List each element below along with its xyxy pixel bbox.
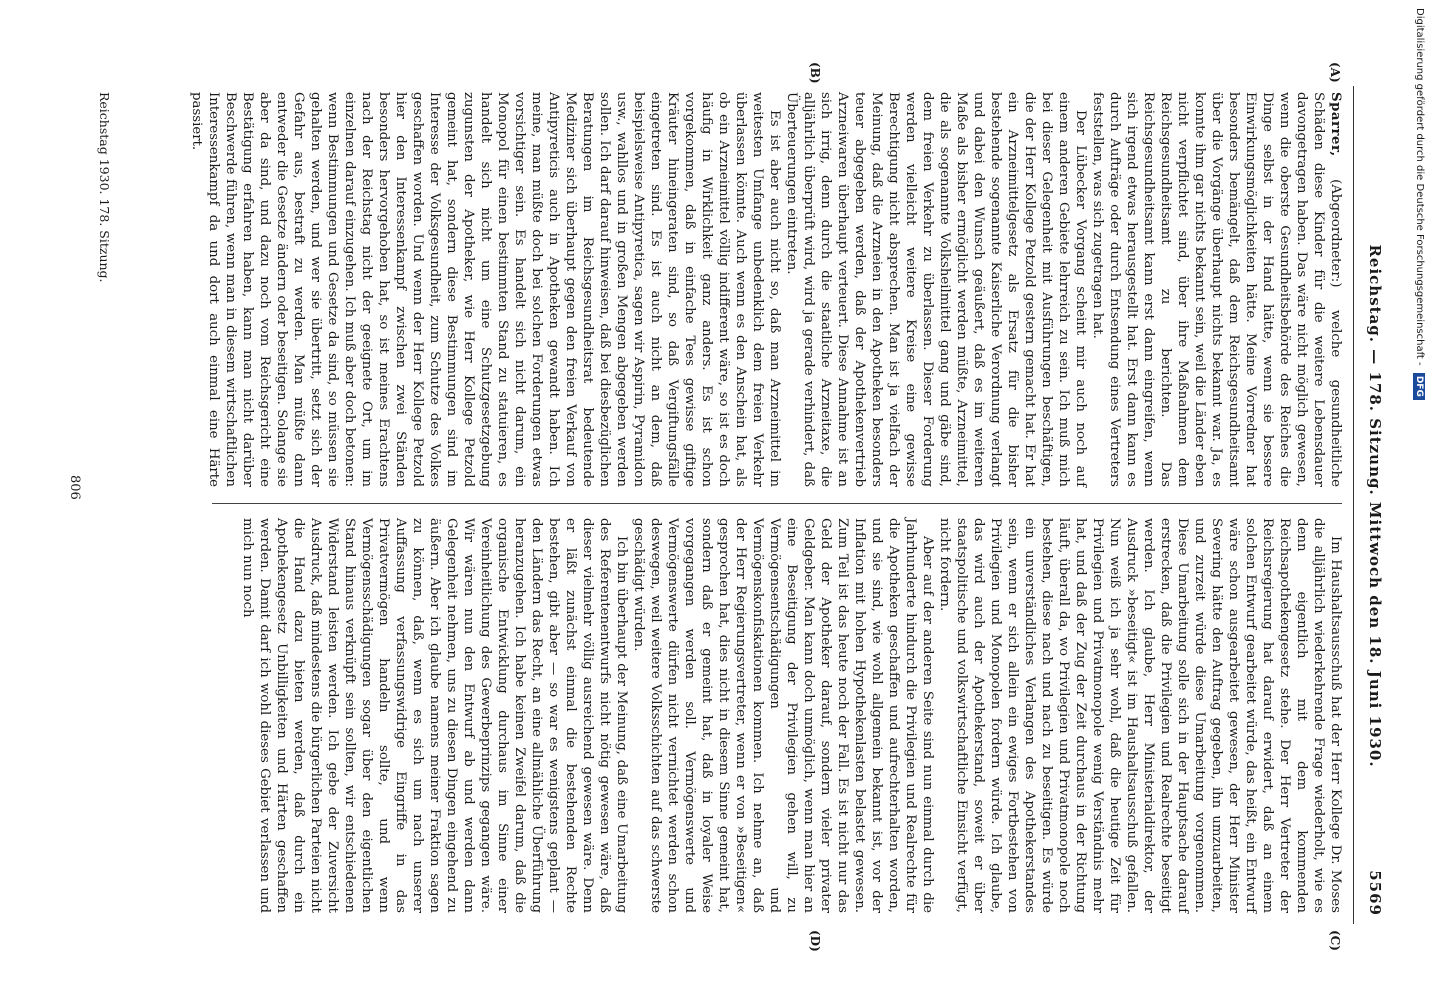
speaker-role: Abgeordneter: — [1328, 184, 1343, 283]
header-title: Reichstag. — 178. Sitzung. Mittwoch den 18. Juni 1930. — [1366, 244, 1384, 768]
margin-marker-a: (A) — [1328, 62, 1342, 83]
right-column — [239, 518, 1344, 913]
digitization-note-text: Digitalisierung gefördert durch die Deutsche Forschungsgemeinschaft - — [1414, 8, 1425, 366]
left-paragraph-2: Der Lübecker Vorgang scheint mir auch noch auf einem anderen Gebiete lehrreich zu sein. Ich muß mich bei dieser Gelegenheit mit Ausführungen beschäftigen, die der Herr Kollege Petzold gestern gemacht hat. Er hat ein Arzneimittelgesetz als Ersatz für die bisher bestehende sogenannte Kaiserliche Verordnung verlangt und dabei den Wunsch geäußert, daß es im weiteren Maße als bisher ermöglicht werden müßte, Arzneimittel, die als sogenannte Volksheilmittel gang und gäbe sind, dem freien Verkehr zu überlassen. Dieser Forderung werden vielleicht weitere Kreise eine gewisse Berechtigung nicht absprechen. Man ist ja vielfach der Meinung, daß die Arzneien in den Apotheken besonders teuer abgegeben werden, daß der Apothekenvertrieb Arzneiwaren überhaupt verteuert. Diese Annahme ist an sich irrig, denn durch die staatliche Arzneitaxe, die alljährlich überprüft wird, wird ja gerade verhindert, daß Überteuerungen eintreten. — [784, 92, 1088, 487]
left-paragraph-3: Es ist aber auch nicht so, daß man Arzneimittel im weitesten Umfange unbedenklich dem freien Verkehr überlassen könnte. Auch wenn es den Anschein hat, als ob ein Arzneimittel völlig indifferent wäre, so ist es doch häufig in Wirklichkeit ganz anders. Es ist schon vorgekommen, daß in einfache Tees gewisse giftige Kräuter hineingeraten sind, so daß Vergiftungsfälle eingetreten sind. Es ist auch nicht an dem, daß beispielsweise Antipyretica, sagen wir Aspirin, Pyramidon usw., wahllos und in großen Mengen abgegeben werden sollen. Ich darf darauf hinweisen, daß bei diesbezüglichen Beratungen im Reichsgesundheitsrat bedeutende Mediziner sich überhaupt gegen den freien Verkauf von Antipyreticis auch in Apotheken gewandt haben. Ich meine, man müßte doch bei solchen Forderungen etwas vorsichtiger sein. Es handelt sich nicht darum, ein Monopol für einen bestimmten Stand zu statuieren, es handelt sich nicht um eine Schutzgesetzgebung zugunsten der Apotheker, wie Herr Kollege Petzold gemeint hat, sondern diese Bestimmungen sind im Interesse der Volksgesundheit, zum Schutze des Volkes geschaffen worden. Und wenn der Herr Kollege Petzold hier den Interessenkampf zwischen zwei Ständen besonders hervorgehoben hat, so ist meines Erachtens nach der Reichstag nicht der geeignete Ort, um im einzelnen darauf einzugehen. Ich muß aber doch betonen: wenn Bestimmungen und Gesetze da sind, so müssen sie gehalten werden, und wer sie übertritt, setzt sich der Gefahr aus, bestraft zu werden. Man müßte dann entweder die Gesetze ändern oder beseitigen. Solange sie aber da sind, und dazu noch vom Reichsgericht eine Bestätigung erfahren haben, kann man nicht darüber Beschwerde führen, wenn man in diesem wirtschaftlichen Interessenkampf da und dort auch einmal eine Härte passiert. — [189, 92, 782, 487]
left-paragraph-1: Sparrer, (Abgeordneter:) welche gesundheitliche Schäden diese Kinder für die weitere Lebensdauer davongetragen haben. Das wäre nicht möglich gewesen, wenn die oberste Gesundheitsbehörde des Reiches die Dinge selbst in der Hand hätte, wenn sie bessere Einwirkungsmöglichkeiten hätte. Meine Vorredner hat besonders bemängelt, daß dem Reichsgesundheitsamt über die Vorgänge überhaupt nichts bekannt war. Ja, es konnte ihm gar nichts bekannt sein, weil die Länder eben nicht verpflichtet sind, über ihre Maßnahmen dem Reichsgesundheitsamt zu berichten. Das Reichsgesundheitsamt kann erst dann eingreifen, wenn sich irgend etwas herausgestellt hat. Erst dann kann es durch Aufträge oder durch Entsendung eines Vertreters feststellen, was sich zugetragen hat. — [1090, 92, 1343, 487]
footer-session: Reichstag 1930. 178. Sitzung. — [97, 92, 112, 283]
margin-marker-b: (B) — [808, 62, 822, 84]
page-header — [1358, 96, 1384, 916]
margin-marker-d: (D) — [808, 930, 822, 952]
header-page-number: 5569 — [1366, 870, 1384, 916]
speaker-name: Sparrer, — [1328, 92, 1343, 157]
right-paragraph-1: Im Haushaltsausschuß hat der Herr Kollege Dr. Moses die alljährlich wiederkehrende Frage wiederholt, wie es denn eigentlich mit dem kommenden Reichsapothekengesetz stehe. Der Herr Vertreter der Reichsregierung hat darauf erwidert, daß an einem solchen Entwurf gearbeitet würde, das heißt, ein Entwurf wäre schon ausgearbeitet gewesen, der Herr Minister Severing hätte den Auftrag gegeben, ihn umzuarbeiten, und zurzeit würde diese Umarbeitung vorgenommen. Diese Umarbeitung solle sich in der Hauptsache darauf erstrecken, daß die Privilegien und Realrechte beseitigt werden. Ich glaube, Herr Ministerialdirektor, der Ausdruck »beseitigt« ist im Haushaltsausschuß gefallen. Nun weiß ich ja sehr wohl, daß die heutige Zeit für Privilegien und Privatmonopole wenig Verständnis mehr hat, und daß der Zug der Zeit durchaus in der Richtung läuft, überall da, wo Privilegien und Privatmonopole noch bestehen, diese nach und nach zu beseitigen. Es würde ein unverständliches Verlangen des Apothekerstandes sein, wenn er sich allein ein ewiges Fortbestehen von Privilegien und Monopolen fordern würde. Ich glaube, das wird auch der Apothekerstand, soweit er über staatspolitische und volkswirtschaftliche Einsicht verfügt, nicht fordern. — [937, 518, 1343, 913]
column-divider — [212, 503, 1342, 504]
right-paragraph-3: Ich bin überhaupt der Meinung, daß eine Umarbeitung des Referentenentwurfs nicht nötig gewesen wäre, daß dieser vielmehr völlig ausreichend gewesen wäre. Denn er läßt zunächst einmal die bestehenden Rechte bestehen, gibt aber — so war es wenigstens geplant — den Ländern das Recht, an eine allmähliche Überführung heranzugehen. Ich habe keinen Zweifel darum, daß die organische Entwicklung durchaus im Sinne einer Vereinheitlichung des Gewerbeprinzips gegangen wäre. Wir wären nun den Entwurf ab und werden dann Gelegenheit nehmen, uns zu diesen Dingen eingehend zu äußern. Aber ich glaube namens meiner Fraktion sagen zu können, daß, wenn es sich um nach unserer Auffassung verfassungswidrige Eingriffe in das Privatvermögen handeln sollte, und wenn Vermögensschädigungen sogar über den eigentlichen Stand hinaus verknüpft sein sollten, wir entschiedenen Widerstand leisten werden. Ich gebe der Zuversicht Ausdruck, daß mindestens die bürgerlichen Parteien nicht die Hand dazu bieten werden, daß durch ein Apothekengesetz Unbilligkeiten und Härten geschaffen werden. Damit darf ich wohl dieses Gebiet verlassen und mich nun noch — [240, 518, 629, 913]
margin-marker-c: (C) — [1328, 930, 1342, 951]
left-paragraph-1-text: welche gesundheitliche Schäden diese Kinder für die weitere Lebensdauer davongetragen haben. Das wäre nicht möglich gewesen, wenn die oberste Gesundheitsbehörde des Reiches die Dinge selbst in der Hand hätte, wenn sie bessere Einwirkungsmöglichkeiten hätte. Meine Vorredner hat besonders bemängelt, daß dem Reichsgesundheitsamt über die Vorgänge überhaupt nichts bekannt war. Ja, es konnte ihm gar nichts bekannt sein, weil die Länder eben nicht verpflichtet sind, über ihre Maßnahmen dem Reichsgesundheitsamt zu berichten. Das Reichsgesundheitsamt kann erst dann eingreifen, wenn sich irgend etwas herausgestellt hat. Erst dann kann es durch Aufträge oder durch Entsendung eines Vertreters feststellen, was sich zugetragen hat. — [1090, 92, 1343, 487]
left-column — [188, 92, 1344, 487]
digitization-note — [1409, 8, 1425, 998]
right-paragraph-2: Aber auf der anderen Seite sind nun einmal durch die Jahrhunderte hindurch die Privilegien und Realrechte für die Apotheken geschaffen und aufrechterhalten worden, und sie sind, wie wohl allgemein bekannt ist, vor der Inflation mit hohen Hypothekenlasten belastet gewesen. Zum Teil ist das heute noch der Fall. Es ist nicht nur das Geld der Apotheker darauf, sondern vieler privater Geldgeber. Man kann doch unmöglich, wenn man hier an eine Beseitigung der Privilegien gehen will, zu Vermögensentschädigungen und Vermögenskonfiskationen kommen. Ich nehme an, daß der Herr Regierungsvertreter, wenn er von »Beseitigen« gesprochen hat, dies nicht in diesem Sinne gemeint hat, sondern daß er gemeint hat, daß in loyaler Weise vorgegangen werden soll. Vermögenswerte und Vermögenswerte dürfen nicht vernichtet werden schon deswegen, weil weitere Volksschichten auf das schwerste geschädigt würden. — [631, 518, 935, 913]
dfg-logo: DFG — [1413, 373, 1425, 400]
footer-sheet-number: 806 — [67, 475, 82, 500]
header-rule — [1353, 86, 1354, 924]
